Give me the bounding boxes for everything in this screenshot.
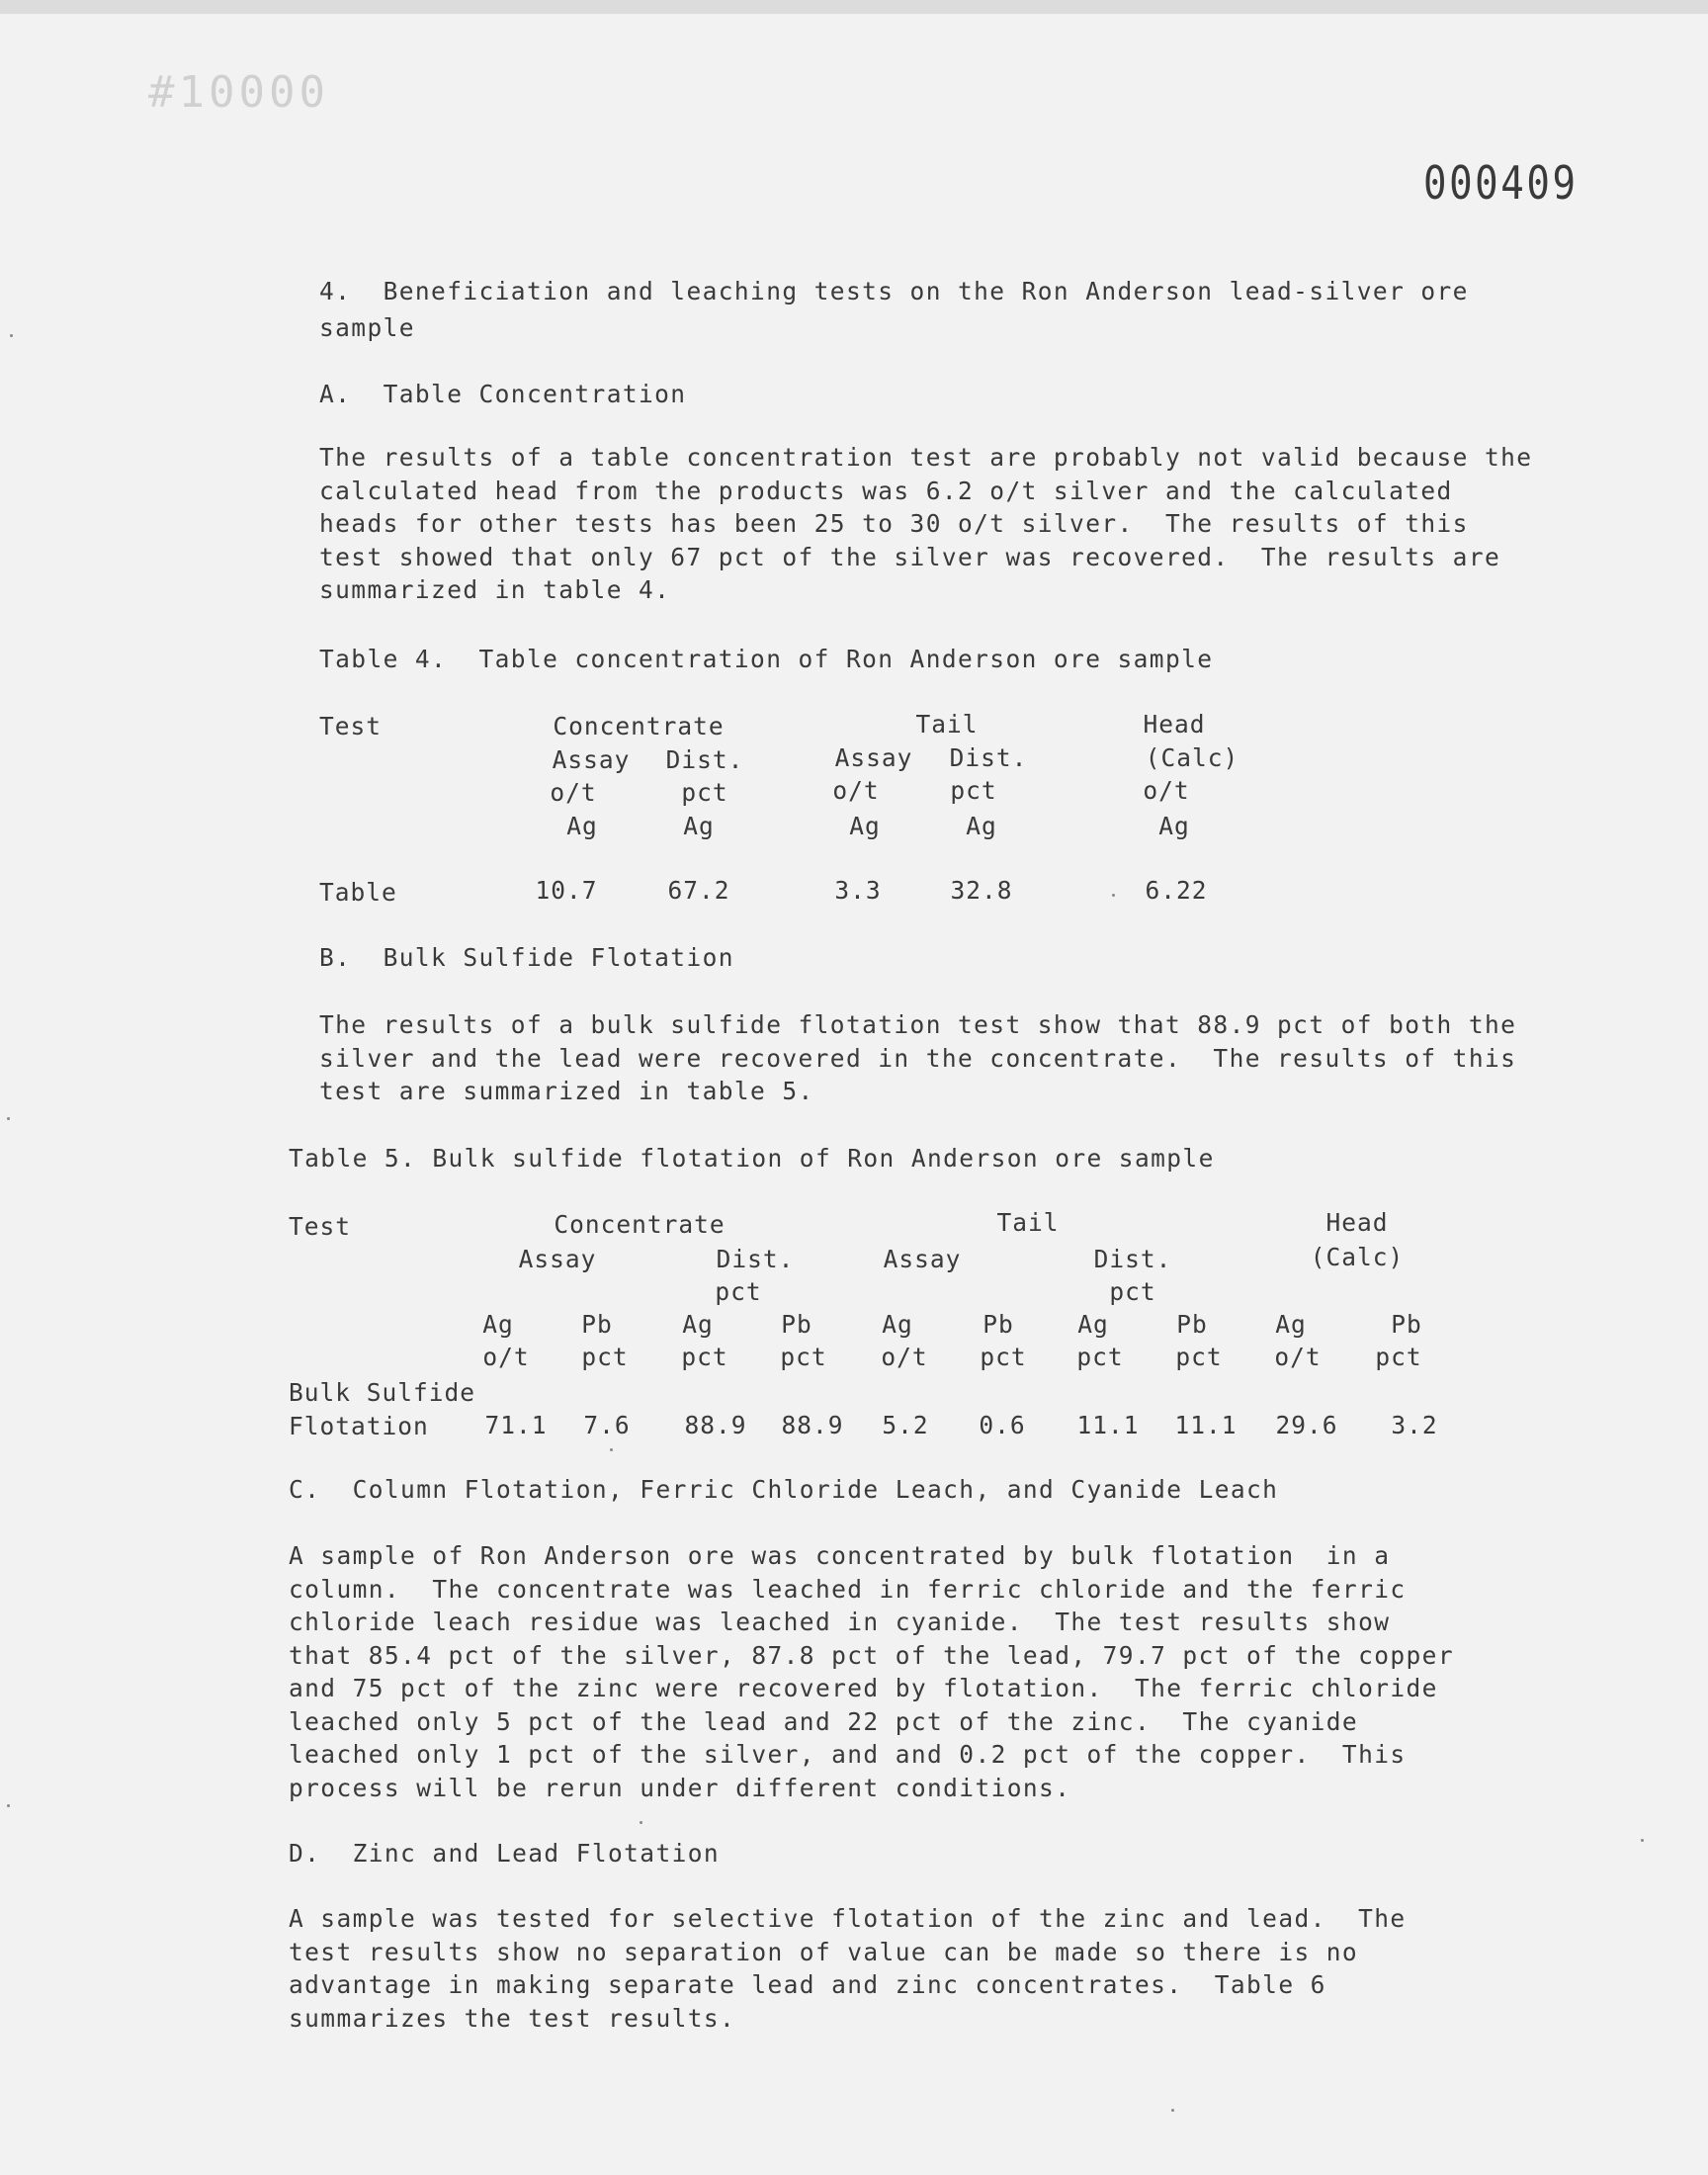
table-5-element: Pb	[1176, 1310, 1208, 1339]
scan-speck	[1112, 894, 1115, 897]
table-5-unit: o/t	[1274, 1343, 1322, 1371]
section-d-line: advantage in making separate lead and zinc concentrates. Table 6	[289, 1970, 1326, 1999]
table-5-element: Pb	[581, 1310, 613, 1339]
section-a-line: The results of a table concentration test are probably not valid because the	[319, 443, 1533, 472]
table-4-unit: o/t	[1143, 776, 1190, 805]
table-4-head-calc: (Calc)	[1145, 743, 1239, 772]
table-5-element: Ag	[482, 1310, 514, 1339]
table-5-col-assay: Assay	[518, 1245, 597, 1273]
table-4-element: Ag	[966, 812, 997, 840]
section-a-paragraph	[319, 441, 1532, 607]
table-5-cell: 11.1	[1174, 1411, 1238, 1439]
table-5-cell: 88.9	[684, 1411, 747, 1439]
page-top-edge	[0, 0, 1708, 14]
table-4-col-assay: Assay	[834, 743, 913, 772]
table-5-unit: pct	[1076, 1343, 1124, 1371]
section-a-line: calculated head from the products was 6.2 o/t silver and the calculated	[319, 476, 1453, 505]
table-5-cell: 88.9	[781, 1411, 844, 1439]
table-5-cell: 5.2	[882, 1411, 929, 1439]
table-5-element: Ag	[1077, 1310, 1109, 1339]
table-4-col-dist: Dist.	[949, 743, 1028, 772]
section-c-line: column. The concentrate was leached in ferric chloride and the ferric	[289, 1574, 1407, 1604]
table-5-test-header: Test	[289, 1212, 352, 1241]
table-4-element: Ag	[849, 812, 881, 840]
table-4-caption: Table 4. Table concentration of Ron Anderson ore sample	[319, 645, 1214, 673]
table-5-unit: o/t	[881, 1343, 928, 1371]
table-4-element: Ag	[1158, 812, 1190, 840]
section-a-line: summarized in table 4.	[319, 575, 671, 604]
table-5-element: Ag	[682, 1310, 714, 1339]
section-c-line: leached only 1 pct of the silver, and and 0.2 pct of the copper. This	[289, 1740, 1407, 1769]
scan-speck	[640, 1821, 642, 1824]
table-5-dist-unit: pct	[1109, 1277, 1156, 1306]
section-d-line: A sample was tested for selective flotation of the zinc and lead. The	[289, 1904, 1407, 1933]
table-4-cell: 67.2	[667, 876, 730, 905]
table-5-element: Pb	[1391, 1310, 1422, 1339]
table-4-unit: pct	[950, 776, 997, 805]
section-c-line: A sample of Ron Anderson ore was concentrated by bulk flotation in a	[289, 1541, 1391, 1570]
table-4-col-assay: Assay	[552, 745, 631, 774]
table-5-head-calc: (Calc)	[1310, 1243, 1405, 1271]
table-5-caption: Table 5. Bulk sulfide flotation of Ron Anderson ore sample	[289, 1144, 1215, 1173]
section-c-line: leached only 5 pct of the lead and 22 pct of the zinc. The cyanide	[289, 1706, 1359, 1736]
section-c-line: and 75 pct of the zinc were recovered by flotation. The ferric chloride	[289, 1674, 1438, 1702]
section-d-paragraph	[289, 1902, 1407, 2035]
table-5-cell: 29.6	[1275, 1411, 1338, 1439]
table-5-cell: 11.1	[1076, 1411, 1140, 1439]
table-4-element: Ag	[566, 812, 598, 840]
table-4-head-header: Head	[1143, 710, 1206, 739]
scan-speck	[7, 1117, 10, 1120]
page-number: 000409	[1423, 156, 1579, 210]
table-4-col-dist: Dist.	[665, 745, 744, 774]
table-5-element: Pb	[982, 1310, 1014, 1339]
section-d-heading: D. Zinc and Lead Flotation	[289, 1839, 721, 1868]
section-a-line: test showed that only 67 pct of the silver was recovered. The results are	[319, 542, 1501, 571]
scan-speck	[7, 1804, 10, 1807]
table-5-cell: 0.6	[979, 1411, 1026, 1439]
scan-speck	[1171, 2109, 1174, 2112]
table-5-concentrate-header: Concentrate	[554, 1210, 726, 1239]
table-4-concentrate-header: Concentrate	[553, 712, 725, 740]
section-4-heading-line2: sample	[319, 313, 415, 342]
table-5-unit: o/t	[482, 1343, 530, 1371]
table-5-col-dist: Dist.	[716, 1245, 795, 1273]
section-c-paragraph	[289, 1539, 1454, 1804]
table-5-unit: pct	[581, 1343, 629, 1371]
table-4-unit: o/t	[832, 776, 880, 805]
table-5-row-label-2: Flotation	[289, 1412, 429, 1440]
section-b-heading: B. Bulk Sulfide Flotation	[319, 943, 734, 972]
section-b-line: silver and the lead were recovered in the concentrate. The results of this	[319, 1043, 1517, 1073]
table-5-unit: pct	[681, 1343, 728, 1371]
table-5-unit: pct	[980, 1343, 1027, 1371]
table-5-head-header: Head	[1325, 1208, 1389, 1237]
section-4-heading-line1: 4. Beneficiation and leaching tests on the Ron Anderson lead-silver ore	[319, 277, 1469, 305]
table-4-cell: 10.7	[535, 876, 598, 905]
table-4-row-label: Table	[319, 878, 397, 907]
table-4-cell: 32.8	[950, 876, 1013, 905]
table-5-element: Ag	[882, 1310, 913, 1339]
section-a-line: heads for other tests has been 25 to 30 o/t silver. The results of this	[319, 509, 1469, 538]
section-c-heading: C. Column Flotation, Ferric Chloride Leach, and Cyanide Leach	[289, 1475, 1279, 1504]
table-5-unit: pct	[1175, 1343, 1223, 1371]
faint-stamp: #10000	[148, 67, 329, 118]
table-5-dist-unit: pct	[715, 1277, 762, 1306]
table-5-col-dist: Dist.	[1093, 1245, 1172, 1273]
section-b-line: The results of a bulk sulfide flotation test show that 88.9 pct of both the	[319, 1010, 1517, 1039]
section-c-line: process will be rerun under different conditions.	[289, 1773, 1071, 1802]
scan-speck	[610, 1448, 613, 1451]
table-4-cell: 6.22	[1145, 876, 1208, 905]
section-c-line: chloride leach residue was leached in cyanide. The test results show	[289, 1608, 1391, 1636]
section-a-heading: A. Table Concentration	[319, 380, 687, 408]
section-d-line: summarizes the test results.	[289, 2003, 736, 2033]
table-4-element: Ag	[683, 812, 715, 840]
table-5-unit: pct	[1375, 1343, 1422, 1371]
section-b-paragraph	[319, 1008, 1516, 1108]
table-5-col-assay: Assay	[883, 1245, 962, 1273]
table-4-cell: 3.3	[834, 876, 882, 905]
section-b-line: test are summarized in table 5.	[319, 1077, 814, 1105]
table-5-tail-header: Tail	[996, 1208, 1060, 1237]
table-5-element: Ag	[1275, 1310, 1307, 1339]
table-5-element: Pb	[781, 1310, 812, 1339]
table-5-cell: 3.2	[1391, 1411, 1438, 1439]
section-d-line: test results show no separation of value can be made so there is no	[289, 1937, 1359, 1966]
table-5-unit: pct	[780, 1343, 827, 1371]
table-4-test-header: Test	[319, 712, 383, 740]
table-4-tail-header: Tail	[915, 710, 979, 739]
table-4-unit: pct	[681, 778, 728, 807]
scan-speck	[1641, 1839, 1644, 1842]
table-5-cell: 71.1	[484, 1411, 548, 1439]
table-5-cell: 7.6	[583, 1411, 631, 1439]
table-4-unit: o/t	[550, 778, 597, 807]
table-5-row-label-1: Bulk Sulfide	[289, 1378, 476, 1407]
section-c-line: that 85.4 pct of the silver, 87.8 pct of the lead, 79.7 pct of the copper	[289, 1640, 1454, 1670]
scan-speck	[10, 334, 13, 337]
